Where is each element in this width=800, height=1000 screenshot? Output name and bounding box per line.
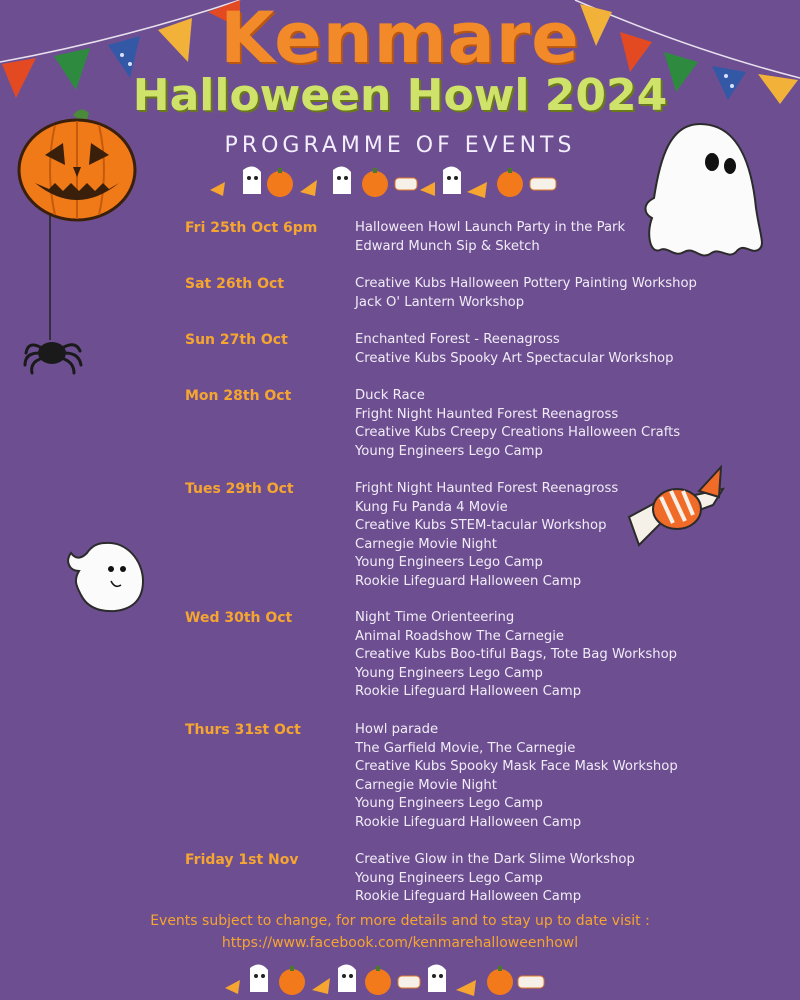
event-item: Creative Kubs Creepy Creations Halloween Crafts [355, 425, 681, 440]
event-item: Howl parade [355, 722, 439, 737]
candy-corn-border-icon [205, 160, 565, 200]
event-list [355, 387, 680, 461]
event-item: Fright Night Haunted Forest Reenagross [355, 481, 619, 496]
spider-icon [20, 215, 90, 380]
event-list [355, 219, 625, 256]
event-item: Halloween Howl Launch Party in the Park [355, 220, 626, 235]
day-label: Friday 1st Nov [185, 852, 299, 868]
ghost-icon [640, 118, 770, 263]
event-list [355, 721, 678, 832]
event-item: Animal Roadshow The Carnegie [355, 628, 565, 644]
event-item: Young Engineers Lego Camp [355, 796, 543, 811]
event-item: Young Engineers Lego Camp [355, 870, 543, 886]
event-item: Creative Glow in the Dark Slime Workshop [355, 852, 635, 867]
footer-note: Events subject to change, for more details and to stay up to date visit : [150, 913, 650, 929]
event-item: Jack O' Lantern Workshop [355, 294, 525, 310]
event-list [355, 275, 697, 312]
day-label: Wed 30th Oct [185, 610, 293, 626]
event-list [355, 480, 618, 591]
day-label: Tues 29th Oct [185, 481, 294, 497]
day-label: Sat 26th Oct [185, 276, 285, 292]
event-item: Kung Fu Panda 4 Movie [355, 499, 508, 515]
event-item: Creative Kubs Spooky Art Spectacular Workshop [355, 350, 674, 366]
event-list [355, 331, 674, 368]
day-label: Mon 28th Oct [185, 388, 292, 404]
event-item: Creative Kubs Spooky Mask Face Mask Workshop [355, 759, 678, 774]
candy-corn-border-icon [220, 958, 550, 998]
event-item: Rookie Lifeguard Halloween Camp [355, 684, 582, 699]
event-item: Duck Race [355, 388, 425, 403]
event-list [355, 851, 635, 907]
event-item: Carnegie Movie Night [355, 777, 497, 793]
event-item: Creative Kubs Halloween Pottery Painting Workshop [355, 276, 697, 291]
event-item: Enchanted Forest - Reenagross [355, 332, 560, 347]
event-item: Rookie Lifeguard Halloween Camp [355, 573, 582, 589]
event-item: The Garfield Movie, The Carnegie [355, 740, 576, 756]
candy-icon [625, 465, 730, 550]
ghost-icon [65, 535, 150, 615]
event-item: Edward Munch Sip & Sketch [355, 238, 540, 254]
programme-heading: PROGRAMME OF EVENTS [224, 133, 576, 158]
event-item: Young Engineers Lego Camp [355, 665, 543, 681]
page-subtitle: Halloween Howl 2024 [132, 70, 668, 121]
event-item: Rookie Lifeguard Halloween Camp [355, 889, 582, 904]
event-item: Carnegie Movie Night [355, 536, 497, 552]
page-title: Kenmare [220, 0, 580, 79]
event-item: Rookie Lifeguard Halloween Camp [355, 814, 582, 830]
event-item: Creative Kubs STEM-tacular Workshop [355, 518, 607, 533]
day-label: Fri 25th Oct 6pm [185, 220, 318, 236]
event-list [355, 609, 677, 702]
event-item: Fright Night Haunted Forest Reenagross [355, 406, 619, 422]
event-item: Young Engineers Lego Camp [355, 555, 543, 570]
day-label: Sun 27th Oct [185, 332, 288, 348]
event-item: Creative Kubs Boo-tiful Bags, Tote Bag Workshop [355, 647, 678, 662]
event-item: Young Engineers Lego Camp [355, 443, 543, 459]
day-label: Thurs 31st Oct [185, 722, 301, 738]
jack-o-lantern-icon [15, 105, 145, 225]
event-item: Night Time Orienteering [355, 610, 515, 625]
footer-url[interactable]: https://www.facebook.com/kenmarehalloweenhowl [221, 935, 579, 951]
